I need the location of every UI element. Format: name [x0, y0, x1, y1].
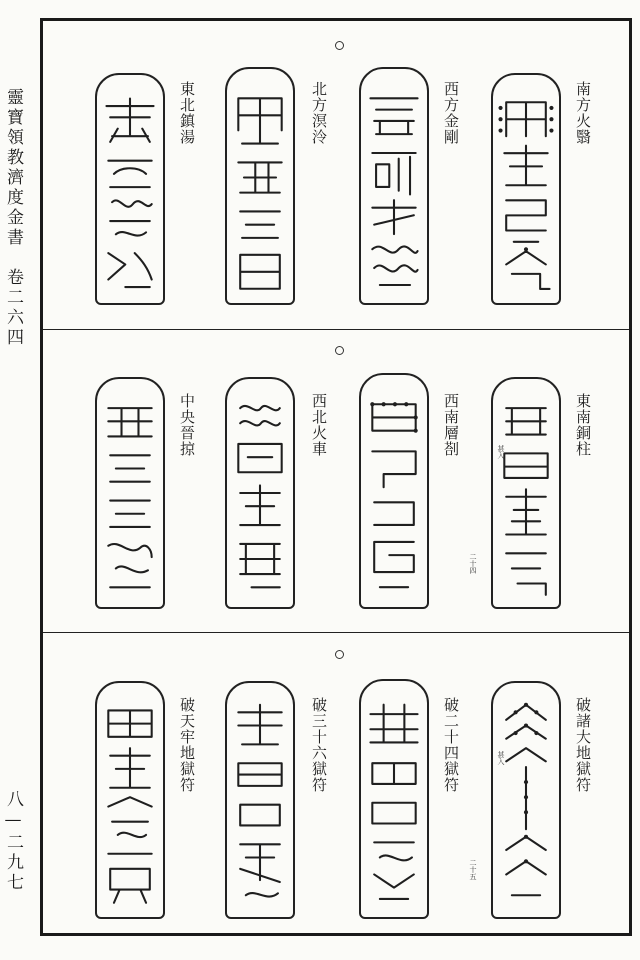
talisman-beifang — [225, 67, 295, 305]
talisman-xifang — [359, 67, 429, 305]
editorial-note: 甚入 — [497, 445, 505, 459]
binding-hole-icon — [335, 41, 344, 50]
binding-hole-icon — [335, 346, 344, 355]
label-dongnan: 東南銅柱 — [574, 393, 592, 457]
side-note: 二十四 — [469, 553, 477, 574]
talisman-dongnan — [491, 377, 561, 609]
talisman-zhongyang — [95, 377, 165, 609]
label-dongbei: 東北鎮湯 — [178, 81, 196, 145]
binding-hole-icon — [335, 650, 344, 659]
talisman-nanfang — [491, 73, 561, 305]
talisman-zhudi — [491, 681, 561, 919]
panel-divider — [43, 632, 629, 633]
talisman-sanshiliu — [225, 681, 295, 919]
label-zhongyang: 中央晉掠 — [178, 393, 196, 457]
label-xinan: 西南層剳 — [442, 393, 460, 457]
label-xifang: 西方金剛 — [442, 81, 460, 145]
label-nanfang: 南方火翳 — [574, 81, 592, 145]
book-title: 靈寶領教濟度金書 卷二六四 — [3, 88, 23, 348]
talisman-ershisi — [359, 679, 429, 919]
label-beifang: 北方溟泠 — [310, 81, 328, 145]
editorial-note: 甚入 — [497, 751, 505, 765]
label-xibei: 西北火車 — [310, 393, 328, 457]
talisman-tianlao — [95, 681, 165, 919]
label-sanshiliu: 破三十六獄符 — [310, 697, 328, 793]
page-frame — [40, 18, 632, 936]
side-note: 二十五 — [469, 859, 477, 880]
page-number: 八—二九七 — [3, 790, 23, 893]
label-ershisi: 破二十四獄符 — [442, 697, 460, 793]
panel-divider — [43, 329, 629, 330]
label-zhudi: 破諸大地獄符 — [574, 697, 592, 793]
talisman-xinan — [359, 373, 429, 609]
talisman-xibei — [225, 377, 295, 609]
talisman-dongbei — [95, 73, 165, 305]
label-tianlao: 破天牢地獄符 — [178, 697, 196, 793]
